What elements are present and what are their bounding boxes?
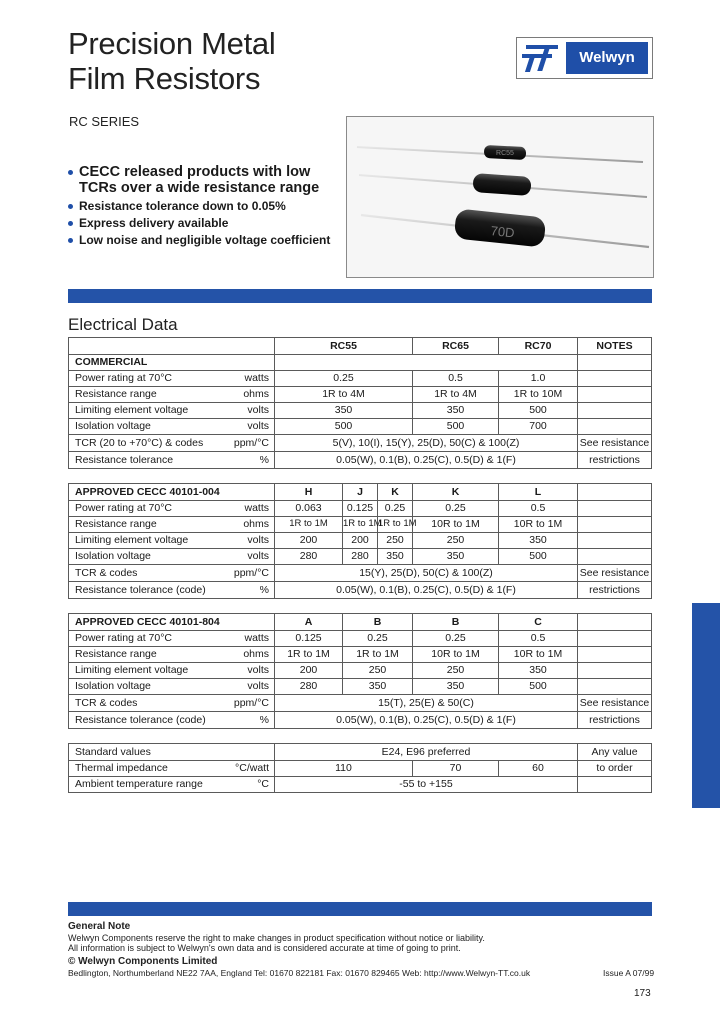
- footer-divider-bar: [68, 902, 652, 916]
- value-cell: 350: [446, 404, 465, 416]
- span-cell: E24, E96 preferred: [381, 746, 471, 758]
- value-cell: 1R to 4M: [322, 388, 365, 400]
- value-cell: 0.5: [448, 372, 463, 384]
- page-title: [68, 26, 275, 96]
- electrical-data-title: Electrical Data: [68, 315, 178, 334]
- value-cell: 0.125: [295, 632, 322, 644]
- value-cell: 350: [368, 680, 387, 692]
- title-line-1: Precision Metal: [68, 26, 276, 61]
- resistor-label-1: RC55: [496, 150, 514, 157]
- value-cell: 1R to 1M: [356, 648, 399, 660]
- side-tab: [692, 603, 720, 808]
- table-row: [69, 452, 651, 468]
- param-cell: Power rating at 70°C: [75, 372, 172, 384]
- value-cell: 500: [446, 420, 465, 432]
- unit-cell: °C/watt: [235, 762, 269, 774]
- cecc-004-table: [68, 483, 652, 599]
- value-cell: 350: [334, 404, 353, 416]
- value-cell: 1R to 1M: [378, 518, 417, 529]
- param-cell: Thermal impedance: [75, 762, 168, 774]
- value-cell: 250: [446, 664, 465, 676]
- col-header-notes: NOTES: [596, 340, 633, 352]
- table-row: [69, 565, 651, 581]
- table-row: [69, 548, 651, 564]
- value-cell: 10R to 1M: [513, 518, 563, 530]
- table-row: [69, 678, 651, 694]
- value-cell: 0.5: [530, 632, 546, 644]
- notes-cell: See resistance: [579, 697, 650, 709]
- span-cell: -55 to +155: [399, 778, 453, 790]
- table-row: [69, 582, 651, 598]
- value-cell: 10R to 1M: [513, 648, 563, 660]
- value-cell: 350: [446, 550, 465, 562]
- col-header: H: [304, 486, 313, 498]
- feature-item: Low noise and negligible voltage coefficient: [68, 233, 338, 247]
- param-cell: Resistance tolerance: [75, 454, 174, 466]
- value-cell: 0.25: [333, 372, 354, 384]
- unit-cell: %: [259, 714, 269, 726]
- value-cell: 1.0: [530, 372, 546, 384]
- col-header: RC55: [330, 340, 357, 352]
- value-cell: 0.5: [530, 502, 546, 514]
- unit-cell: volts: [247, 680, 269, 692]
- value-cell: 250: [386, 534, 404, 546]
- value-cell: 110: [335, 762, 352, 774]
- table-row: [69, 662, 651, 678]
- unit-cell: °C: [257, 778, 269, 790]
- feature-list: [68, 164, 338, 250]
- col-header: K: [451, 486, 460, 498]
- param-cell: Power rating at 70°C: [75, 502, 172, 514]
- param-cell: Standard values: [75, 746, 151, 758]
- table-row: [69, 402, 651, 418]
- notes-cell: See resistance: [579, 567, 650, 579]
- value-cell: 280: [299, 680, 318, 692]
- col-header: J: [357, 486, 363, 498]
- value-cell: 0.25: [367, 632, 388, 644]
- col-header: B: [373, 616, 382, 628]
- table-row: [69, 646, 651, 662]
- feature-item: Resistance tolerance down to 0.05%: [68, 199, 338, 213]
- value-cell: 1R to 1M: [289, 518, 328, 529]
- unit-cell: ohms: [243, 518, 269, 530]
- table-row: [69, 516, 651, 532]
- value-cell: 60: [532, 762, 544, 774]
- page-number: 173: [634, 988, 651, 999]
- param-cell: TCR & codes: [75, 697, 138, 709]
- col-header: C: [534, 616, 542, 628]
- param-cell: Limiting element voltage: [75, 404, 189, 416]
- col-header: K: [391, 486, 399, 498]
- param-cell: Resistance range: [75, 648, 157, 660]
- value-cell: 280: [299, 550, 318, 562]
- table-row: [69, 418, 651, 434]
- value-cell: 1R to 10M: [513, 388, 563, 400]
- unit-cell: volts: [247, 550, 269, 562]
- col-header: RC65: [442, 340, 469, 352]
- feature-item: CECC released products with low TCRs over a wide resistance range: [68, 164, 338, 196]
- unit-cell: ppm/°C: [233, 437, 269, 449]
- value-cell: 350: [386, 550, 404, 562]
- commercial-table: [68, 337, 652, 469]
- table-row: [69, 386, 651, 402]
- resistors-image: [347, 117, 653, 277]
- value-cell: 1R to 1M: [343, 518, 382, 529]
- col-header: RC70: [524, 340, 552, 352]
- param-cell: Isolation voltage: [75, 420, 151, 432]
- value-cell: 70: [449, 762, 462, 774]
- span-cell: 0.05(W), 0.1(B), 0.25(C), 0.5(D) & 1(F): [336, 714, 516, 726]
- value-cell: 200: [299, 664, 318, 676]
- table-row: [69, 370, 651, 386]
- param-cell: Limiting element voltage: [75, 534, 189, 546]
- resistor-label-3: 70D: [489, 223, 516, 241]
- notes-cell: restrictions: [589, 714, 640, 726]
- param-cell: Isolation voltage: [75, 680, 151, 692]
- value-cell: 250: [368, 664, 387, 676]
- cecc-804-table: [68, 613, 652, 729]
- table-row: [69, 776, 651, 792]
- param-cell: Limiting element voltage: [75, 664, 189, 676]
- value-cell: 500: [529, 680, 547, 692]
- col-header: B: [451, 616, 460, 628]
- unit-cell: volts: [247, 404, 269, 416]
- notes-cell: See resistance: [579, 437, 650, 449]
- table-header-row: [69, 614, 651, 630]
- value-cell: 350: [529, 534, 547, 546]
- unit-cell: watts: [244, 632, 269, 644]
- general-note-line: All information is subject to Welwyn's own data and is considered accurate at time of going to print.: [68, 943, 461, 953]
- value-cell: 350: [446, 680, 465, 692]
- value-cell: 0.063: [295, 502, 322, 514]
- company-name: © Welwyn Components Limited: [68, 956, 218, 967]
- group-label: APPROVED CECC 40101-004: [75, 486, 220, 498]
- notes-cell: to order: [596, 762, 633, 774]
- param-cell: Ambient temperature range: [75, 778, 203, 790]
- value-cell: 250: [446, 534, 465, 546]
- value-cell: 0.25: [384, 502, 406, 514]
- notes-cell: restrictions: [589, 584, 640, 596]
- unit-cell: volts: [247, 534, 269, 546]
- param-cell: Isolation voltage: [75, 550, 151, 562]
- param-cell: TCR & codes: [75, 567, 138, 579]
- table-row: [69, 435, 651, 451]
- col-header: A: [304, 616, 313, 628]
- unit-cell: ohms: [243, 648, 269, 660]
- misc-table: [68, 743, 652, 793]
- value-cell: 500: [529, 404, 547, 416]
- issue-label: Issue A 07/99: [603, 968, 655, 978]
- value-cell: 500: [334, 420, 353, 432]
- table-header-row: [69, 484, 651, 500]
- value-cell: 0.25: [445, 632, 466, 644]
- value-cell: 700: [529, 420, 547, 432]
- notes-cell: Any value: [591, 746, 638, 758]
- feature-item: Express delivery available: [68, 216, 338, 230]
- span-cell: 0.05(W), 0.1(B), 0.25(C), 0.5(D) & 1(F): [336, 454, 516, 466]
- value-cell: 0.25: [445, 502, 466, 514]
- table-row: [69, 760, 651, 776]
- table-header-row: [69, 338, 651, 354]
- group-label: COMMERCIAL: [75, 356, 148, 368]
- notes-cell: restrictions: [589, 454, 640, 466]
- unit-cell: watts: [244, 502, 269, 514]
- general-note-title: General Note: [68, 921, 131, 932]
- product-photo: [346, 116, 654, 278]
- unit-cell: ohms: [243, 388, 269, 400]
- unit-cell: ppm/°C: [233, 697, 269, 709]
- table-row: [69, 500, 651, 516]
- welwyn-logo: [516, 37, 653, 79]
- value-cell: 200: [299, 534, 318, 546]
- span-cell: 15(T), 25(E) & 50(C): [378, 697, 474, 709]
- value-cell: 500: [529, 550, 547, 562]
- col-header: L: [534, 486, 542, 498]
- value-cell: 350: [529, 664, 547, 676]
- unit-cell: volts: [247, 664, 269, 676]
- param-cell: Resistance tolerance (code): [75, 714, 206, 726]
- param-cell: Resistance tolerance (code): [75, 584, 206, 596]
- general-note-line: Welwyn Components reserve the right to make changes in product specification without notice or liability.: [68, 933, 485, 943]
- table-row: [69, 532, 651, 548]
- param-cell: Resistance range: [75, 388, 157, 400]
- value-cell: 10R to 1M: [431, 518, 480, 530]
- unit-cell: %: [259, 584, 269, 596]
- section-divider-bar: [68, 289, 652, 303]
- value-cell: 200: [351, 534, 369, 546]
- group-label: APPROVED CECC 40101-804: [75, 616, 220, 628]
- unit-cell: volts: [247, 420, 269, 432]
- param-cell: Power rating at 70°C: [75, 632, 172, 644]
- title-line-2: Film Resistors: [68, 61, 261, 96]
- table-row: [69, 712, 651, 728]
- unit-cell: ppm/°C: [233, 567, 269, 579]
- company-address: Bedlington, Northumberland NE22 7AA, England Tel: 01670 822181 Fax: 01670 829465 Web: http://www.Welwyn-TT.co.uk: [68, 968, 531, 978]
- value-cell: 0.125: [346, 502, 374, 514]
- span-cell: 5(V), 10(I), 15(Y), 25(D), 50(C) & 100(Z): [332, 437, 520, 449]
- span-cell: 15(Y), 25(D), 50(C) & 100(Z): [359, 567, 493, 579]
- value-cell: 280: [351, 550, 369, 562]
- series-label: RC SERIES: [69, 114, 140, 129]
- span-cell: 0.05(W), 0.1(B), 0.25(C), 0.5(D) & 1(F): [336, 584, 516, 596]
- value-cell: 1R to 4M: [434, 388, 477, 400]
- table-row: [69, 630, 651, 646]
- value-cell: 1R to 1M: [287, 648, 330, 660]
- table-row: [69, 695, 651, 711]
- tt-logo-icon: [520, 41, 562, 75]
- value-cell: 10R to 1M: [431, 648, 480, 660]
- unit-cell: %: [259, 454, 269, 466]
- table-row: [69, 744, 651, 760]
- param-cell: Resistance range: [75, 518, 157, 530]
- logo-wordmark: Welwyn: [566, 42, 648, 74]
- unit-cell: watts: [244, 372, 269, 384]
- param-cell: TCR (20 to +70°C) & codes: [75, 437, 204, 449]
